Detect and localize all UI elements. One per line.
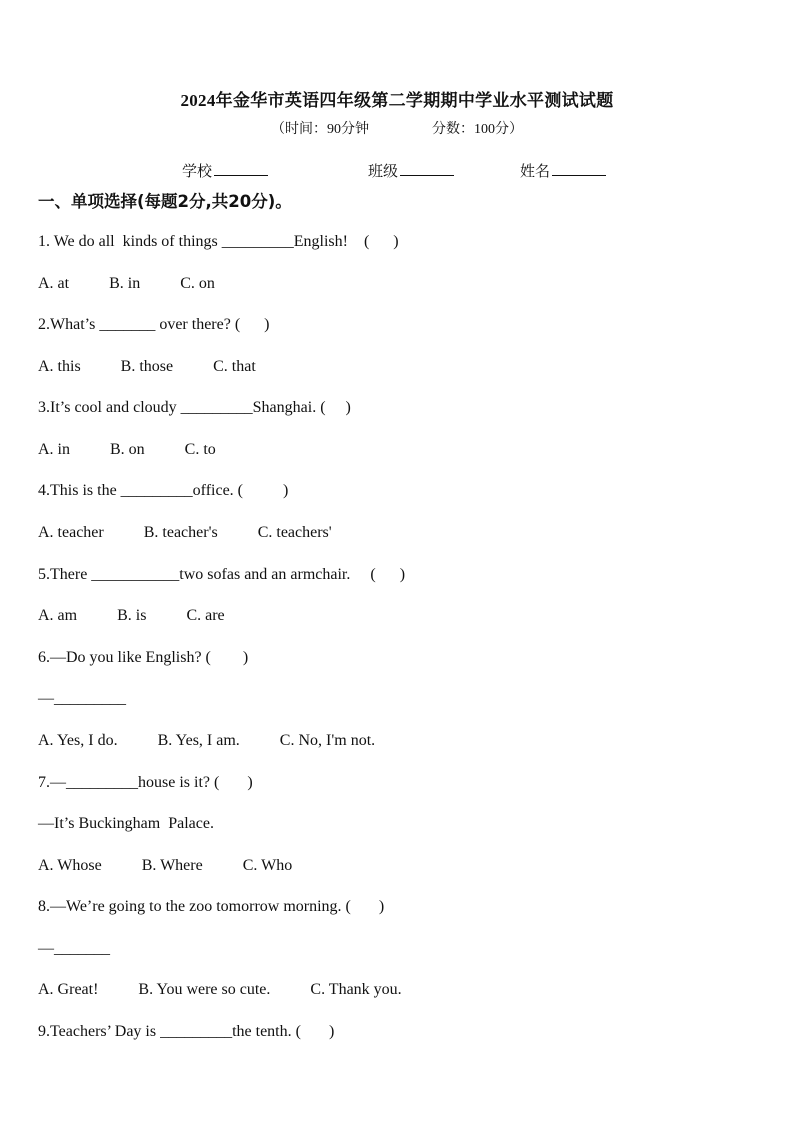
question-5-options: A. am B. is C. are [38,607,225,624]
class-label: 班级 [368,164,399,180]
school-label: 学校 [182,164,213,180]
name-label: 姓名 [520,164,551,180]
question-2-options: A. this B. those C. that [38,358,256,375]
question-6: 6.—Do you like English? ( ) [38,649,249,666]
question-1: 1. We do all kinds of things _________English! ( ) [38,233,399,250]
question-8: 8.—We’re going to the zoo tomorrow morning. ( ) [38,898,385,915]
question-5: 5.There ___________two sofas and an armchair. ( ) [38,566,406,583]
question-3-options: A. in B. on C. to [38,441,216,458]
class-field [368,160,454,181]
exam-subtitle: （时间：90分钟 分数：100分） [271,122,523,137]
name-field [520,160,606,181]
name-blank [552,161,606,176]
question-4: 4.This is the _________office. ( ) [38,482,289,499]
question-1-options: A. at B. in C. on [38,275,215,292]
question-4-options: A. teacher B. teacher's C. teachers' [38,524,332,541]
question-9: 9.Teachers’ Day is _________the tenth. ( ) [38,1023,335,1040]
question-8-options: A. Great! B. You were so cute. C. Thank you. [38,981,402,998]
question-3: 3.It’s cool and cloudy _________Shanghai. ( ) [38,399,351,416]
question-8-answer-line: —_______ [38,940,110,957]
question-7-options: A. Whose B. Where C. Who [38,857,293,874]
exam-title: 2024年金华市英语四年级第二学期期中学业水平测试试题 [180,91,614,110]
question-7: 7.—_________house is it? ( ) [38,774,253,791]
section-heading: 一、单项选择(每题2分,共20分)。 [38,192,292,211]
school-blank [214,161,268,176]
class-blank [400,161,454,176]
question-2: 2.What’s _______ over there? ( ) [38,316,270,333]
question-6-options: A. Yes, I do. B. Yes, I am. C. No, I'm not. [38,732,376,749]
question-6-answer-line: —_________ [38,690,126,707]
question-7-reply: —It’s Buckingham Palace. [38,815,214,832]
school-field [182,160,268,181]
